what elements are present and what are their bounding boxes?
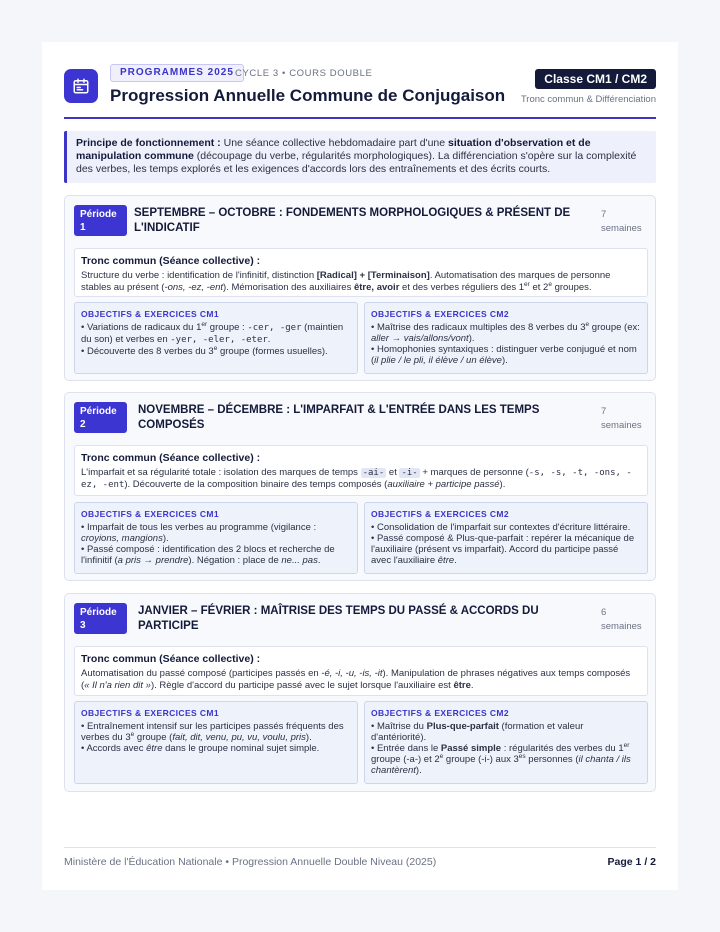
period-card-3 (64, 593, 656, 792)
page-title: Progression Annuelle Commune de Conjugaison (110, 86, 506, 105)
period-duration (601, 208, 647, 236)
weeks-label: semaines (601, 223, 642, 234)
weeks-count: 7 (601, 209, 607, 220)
cm1-item: • Découverte des 8 verbes du 3e groupe (formes usuelles). (81, 344, 328, 357)
period-badge (74, 603, 127, 634)
cm2-heading: OBJECTIFS & EXERCICES CM2 (371, 708, 509, 718)
class-badge: Classe CM1 / CM2 (535, 69, 656, 89)
tronc-text: Structure du verbe : identification de l'infinitif, distinction [Radical] + [Terminaison]. Automatisation des marques de personne stables au présent (-ons, -ez, -ent). Mémorisation des auxiliaires être, avoir et des verbes réguliers des 1er et 2e groupes. (81, 270, 611, 293)
period-card-1 (64, 195, 656, 381)
principle-text: Une séance collective hebdomadaire part d'une (220, 137, 449, 149)
tronc-commun-box (74, 248, 648, 297)
principle-emphasis: situation d'observation et de manipulation commune (76, 137, 591, 162)
period-duration (601, 405, 647, 433)
period-title: NOVEMBRE – DÉCEMBRE : L'IMPARFAIT & L'ENTRÉE DANS LES TEMPS COMPOSÉS (138, 404, 540, 431)
programme-badge: PROGRAMMES 2025 (110, 64, 244, 82)
document-header (64, 64, 656, 119)
period-label: Période (80, 209, 117, 220)
tronc-heading: Tronc commun (Séance collective) : (81, 653, 261, 665)
period-duration (601, 606, 647, 634)
footer-source: Ministère de l'Éducation Nationale • Progression Annuelle Double Niveau (2025) (64, 856, 437, 868)
tronc-commun-box (74, 646, 648, 696)
cm2-item: • Consolidation de l'imparfait sur contextes d'écriture littéraire. (371, 522, 631, 533)
cm2-objectives-box (364, 701, 648, 784)
header-subtitle: Tronc commun & Différenciation (520, 94, 656, 105)
cm1-item: • Imparfait de tous les verbes au programme (vigilance : croyions, mangions). (81, 522, 317, 544)
period-number: 3 (80, 620, 86, 631)
cm1-item: • Accords avec être dans le groupe nominal sujet simple. (81, 743, 320, 754)
weeks-count: 7 (601, 406, 607, 417)
cm2-objectives-box (364, 302, 648, 374)
period-badge (74, 205, 127, 236)
cm1-item: • Passé composé : identification des 2 blocs et recherche de l'infinitif (a pris → prendre). Négation : place de ne... pas. (81, 544, 335, 566)
cm2-item: • Homophonies syntaxiques : distinguer verbe conjugué et nom (il plie / le pli, il élève / un élève). (371, 344, 637, 366)
cm2-item: • Maîtrise des radicaux multiples des 8 verbes du 3e groupe (ex: aller → vais/allons/vont). (371, 320, 640, 344)
principle-text: (découpage du verbe, régularités morphologiques). La différenciation s'opère sur la complexité des verbes, les temps explorés et les exigences d'accords lors des entraînements et des écrits courts. (76, 150, 637, 175)
cm2-heading: OBJECTIFS & EXERCICES CM2 (371, 309, 509, 319)
weeks-label: semaines (601, 420, 642, 431)
cm1-objectives-box (74, 701, 358, 784)
cm1-objectives-box (74, 502, 358, 574)
principle-label: Principe de fonctionnement : (76, 137, 221, 149)
cm1-objectives-box (74, 302, 358, 374)
cm2-item: • Entrée dans le Passé simple : régularités des verbes du 1er groupe (-a-) et 2e groupe (-i-) aux $3^{es}$ personnes (il chanta / ils chantèrent). (371, 741, 631, 776)
period-title: JANVIER – FÉVRIER : MAÎTRISE DES TEMPS DU PASSÉ & ACCORDS DU PARTICIPE (138, 605, 539, 632)
cm2-item: • Maîtrise du Plus-que-parfait (formation et valeur d'antériorité). (371, 721, 584, 743)
period-label: Période (80, 406, 117, 417)
weeks-count: 6 (601, 607, 607, 618)
weeks-label: semaines (601, 621, 642, 632)
period-title: SEPTEMBRE – OCTOBRE : FONDEMENTS MORPHOLOGIQUES & PRÉSENT DE L'INDICATIF (134, 207, 571, 234)
period-number: 1 (80, 222, 86, 233)
document-page (42, 42, 678, 890)
tronc-commun-box (74, 445, 648, 496)
cm2-item: • Passé composé & Plus-que-parfait : repérer la mécanique de l'auxiliaire (présent vs imparfait). Accord du participe passé avec l'auxiliaire être. (371, 533, 635, 566)
tronc-text: L'imparfait et sa régularité totale : isolation des marques de temps -ai- et -i- + marques de personne (-s, -s, -t, -ons, -ez, -ent). Découverte de la composition binaire des temps composés (auxiliaire + participe passé). (81, 467, 632, 490)
cm2-heading: OBJECTIFS & EXERCICES CM2 (371, 509, 509, 519)
principle-box (64, 131, 656, 183)
page-footer (64, 847, 656, 868)
page-number: Page 1 / 2 (607, 856, 656, 868)
period-badge (74, 402, 127, 433)
cm1-item: • Entraînement intensif sur les participes passés fréquents des verbes du 3e groupe (fait, dit, venu, pu, vu, voulu, pris). (81, 721, 344, 743)
cm1-heading: OBJECTIFS & EXERCICES CM1 (81, 708, 219, 718)
cm1-heading: OBJECTIFS & EXERCICES CM1 (81, 509, 219, 519)
period-label: Période (80, 607, 117, 618)
cm2-objectives-box (364, 502, 648, 574)
tronc-heading: Tronc commun (Séance collective) : (81, 452, 261, 464)
tronc-text: Automatisation du passé composé (participes passés en -é, -i, -u, -is, -it). Manipulation de phrases négatives aux temps composés (« Il n'a rien dit »). Règle d'accord du participe passé avec le sujet lorsque l'auxiliaire est être. (81, 668, 631, 691)
period-number: 2 (80, 419, 86, 430)
cm1-item: • Variations de radicaux du 1er groupe : -cer, -ger (maintien du son) et verbes en -yer, -eler, -eter. (81, 320, 344, 345)
cm1-heading: OBJECTIFS & EXERCICES CM1 (81, 309, 219, 319)
period-card-2 (64, 392, 656, 581)
tronc-heading: Tronc commun (Séance collective) : (81, 255, 261, 267)
calendar-icon (64, 69, 98, 103)
cycle-label: CYCLE 3 • COURS DOUBLE (235, 68, 373, 79)
